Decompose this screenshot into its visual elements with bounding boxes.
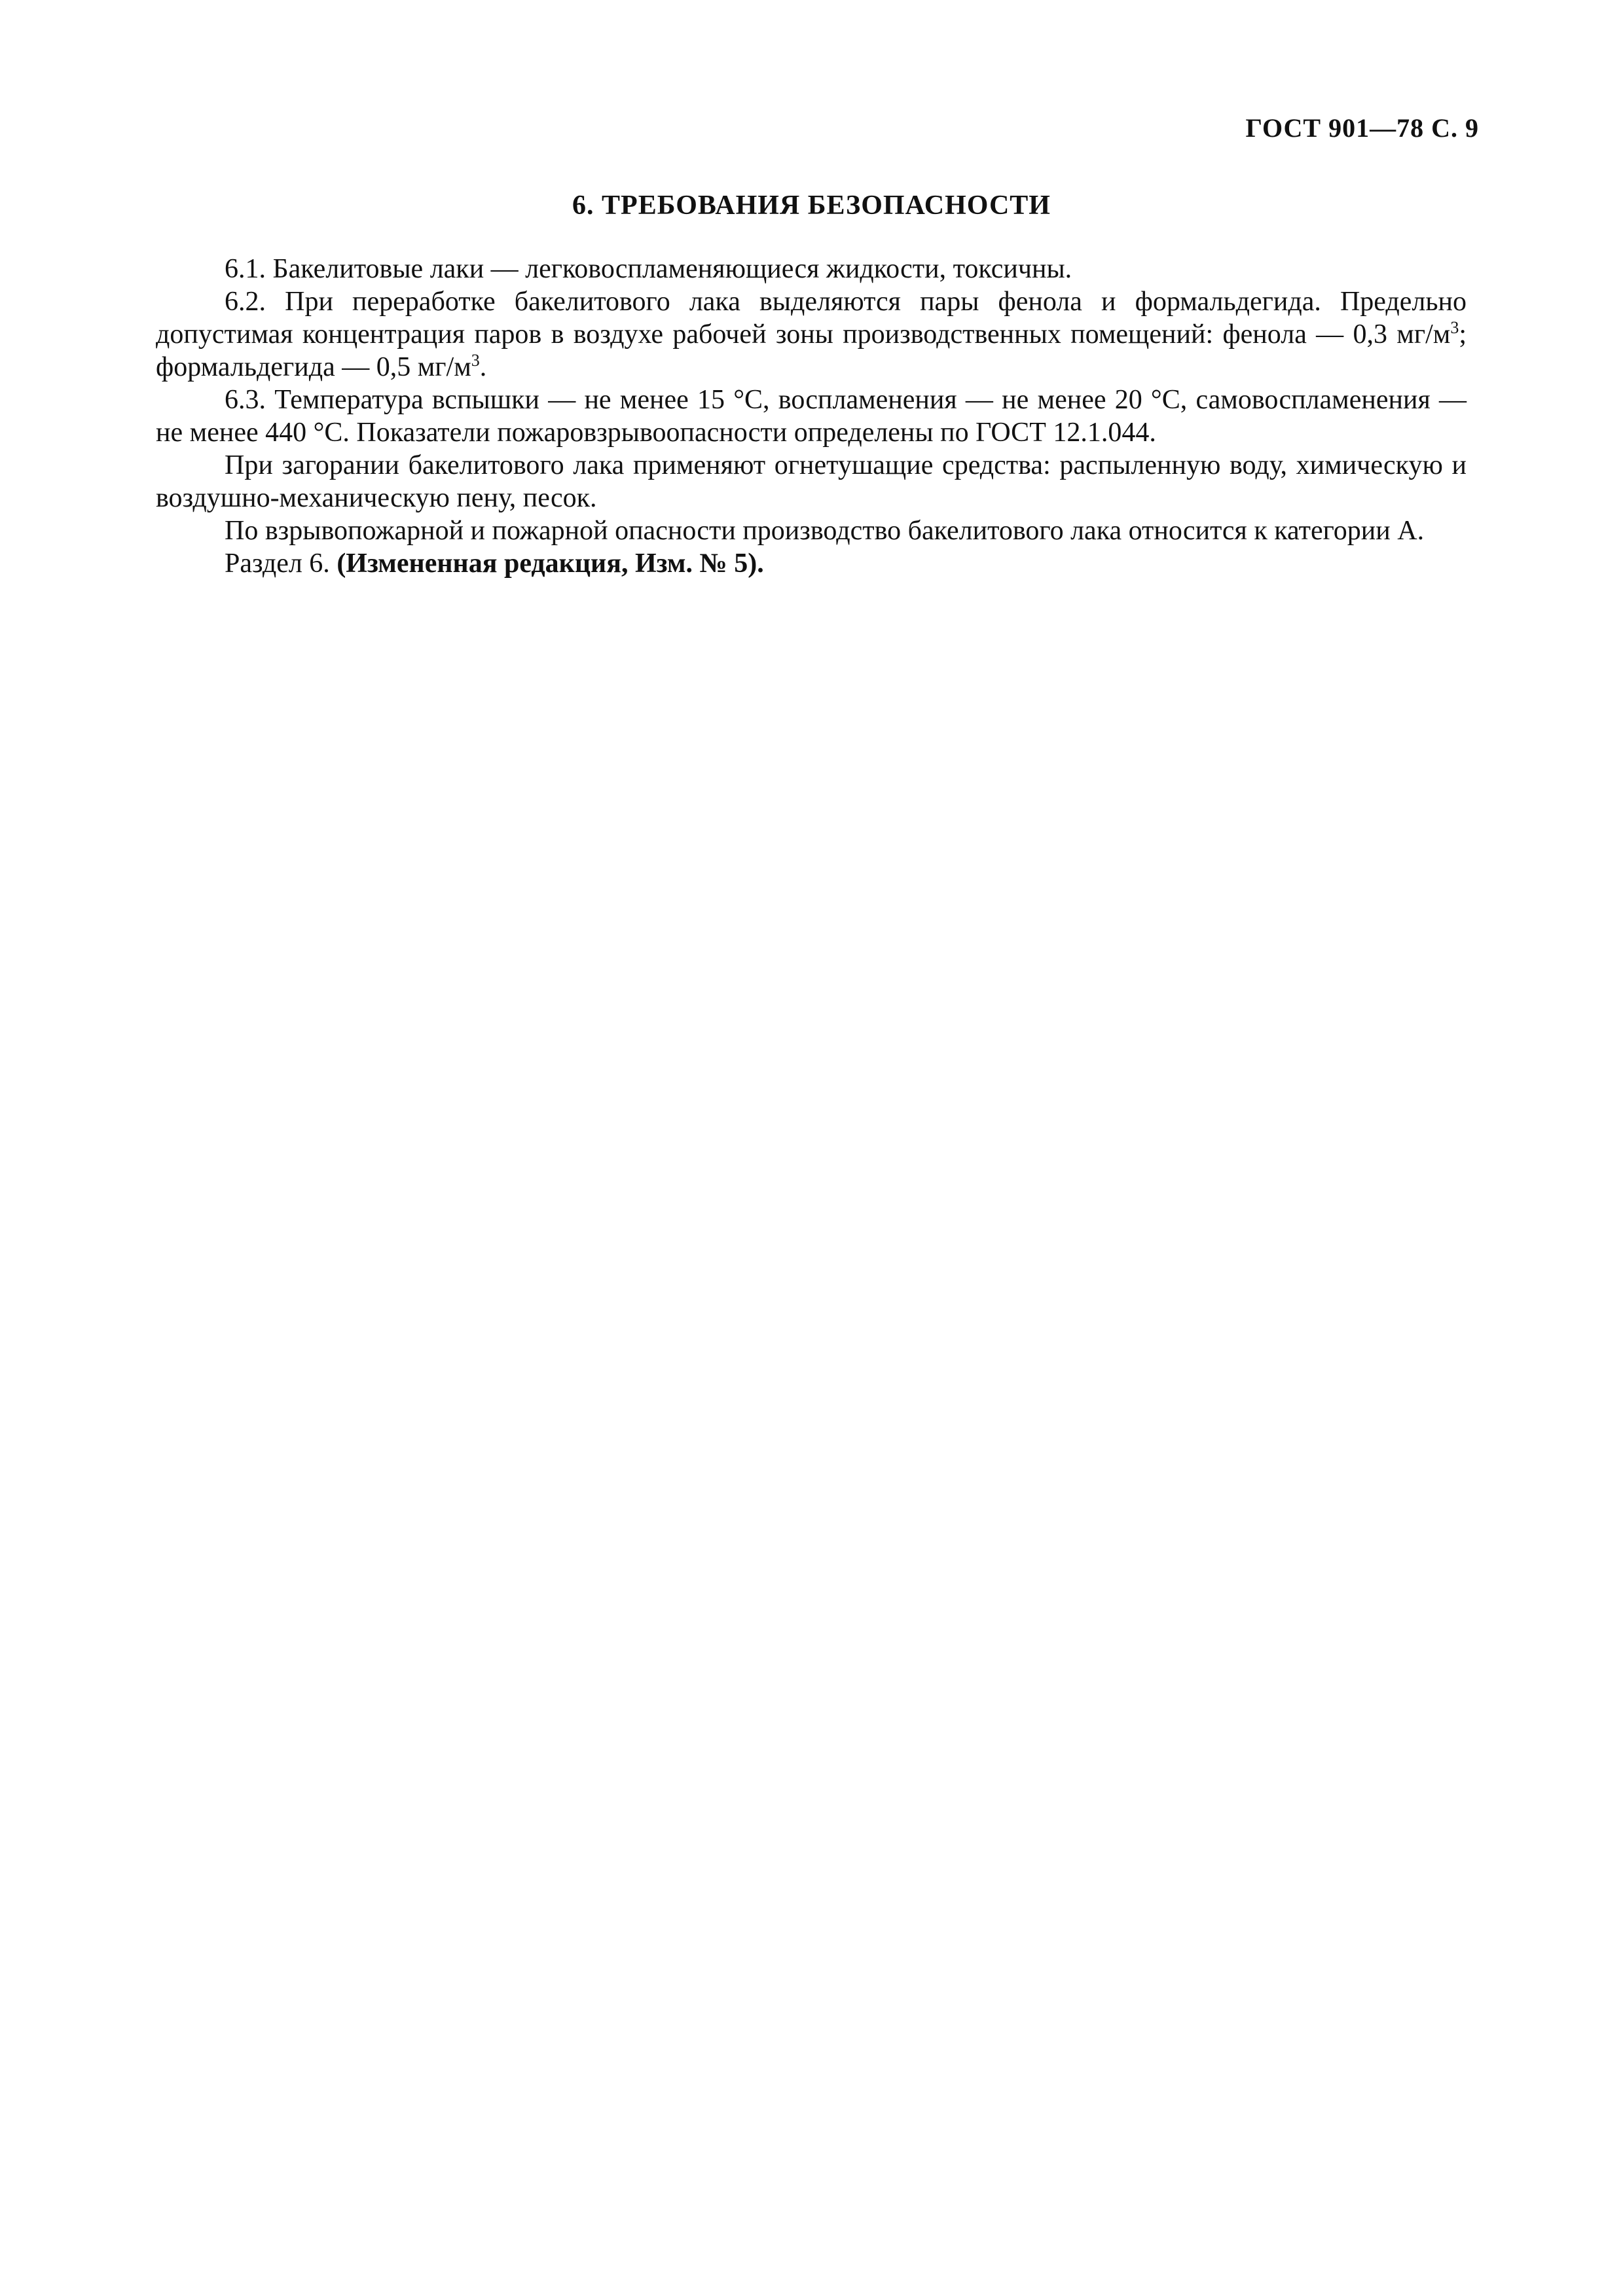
paragraph-revision-note [156,547,1467,580]
paragraph-hazard-category: По взрывопожарной и пожарной опасности производство бакелитового лака относится к категории А. [225,516,1425,546]
superscript-exponent: 3 [471,351,480,370]
document-body [156,253,1467,580]
revision-note-bold: (Измененная редакция, Изм. № 5). [337,548,764,579]
paragraph-6-2-text-c: . [479,352,487,382]
paragraph-6-2-text-b: ; формальдегида — 0,5 мг/м [156,319,1467,382]
page-header: ГОСТ 901—78 С. 9 [1245,113,1479,143]
paragraph-fire-extinguishing: При загорании бакелитового лака применяют огнетушащие средства: распыленную воду, химическую и воздушно-механическую пену, песок. [156,450,1467,513]
revision-note-prefix: Раздел 6. [225,548,337,579]
paragraph-6-1: 6.1. Бакелитовые лаки — легковоспламеняющиеся жидкости, токсичны. [225,254,1072,284]
paragraph-6-2 [156,285,1467,384]
section-title: 6. ТРЕБОВАНИЯ БЕЗОПАСНОСТИ [572,190,1051,221]
paragraph-6-3: 6.3. Температура вспышки — не менее 15 °С, воспламенения — не менее 20 °С, самовоспламенения — не менее 440 °С. Показатели пожаровзрывоопасности определены по ГОСТ 12.1.044. [156,385,1467,448]
paragraph-6-2-text-a: 6.2. При переработке бакелитового лака выделяются пары фенола и формальдегида. Предельно допустимая концентрация паров в воздухе рабочей зоны производственных помещений: фенола — 0,3 мг/м [156,287,1467,350]
superscript-exponent: 3 [1450,318,1459,337]
